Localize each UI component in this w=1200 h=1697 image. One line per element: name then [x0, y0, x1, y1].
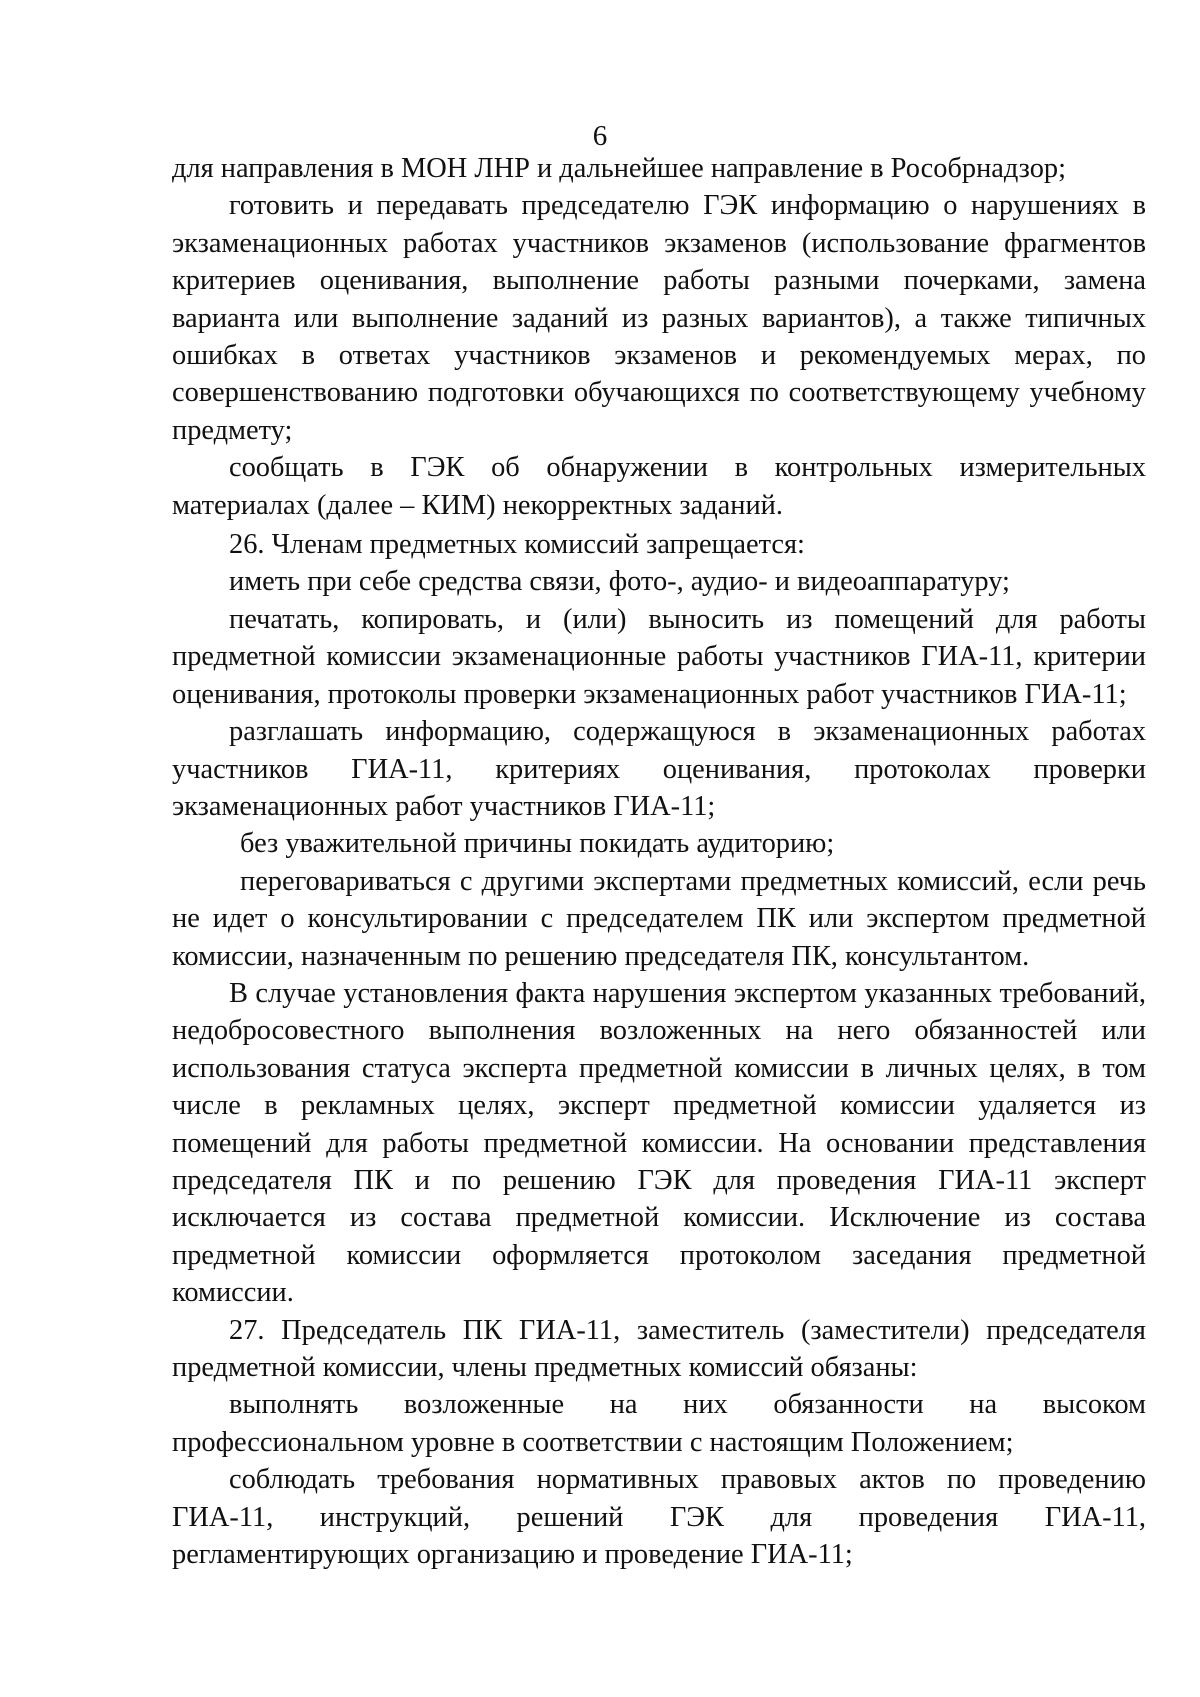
paragraph-section-27-heading: 27. Председатель ПК ГИА-11, заместитель (заместители) председателя предметной комиссии, члены предметных комиссий обязаны: — [172, 1314, 1146, 1383]
paragraph-continuation: для направления в МОН ЛНР и дальнейшее направление в Рособрнадзор; — [172, 153, 1066, 184]
page-number: 6 — [592, 120, 608, 152]
paragraph-prohibit-leaving: без уважительной причины покидать аудиторию; — [240, 828, 835, 860]
document-body — [172, 150, 1146, 1573]
paragraph-prohibit-conversation: переговариваться с другими экспертами предметных комиссий, если речь не идет о консультировании с председателем ПК или экспертом предметной комиссии, назначенным по решению председателя ПК, консультантом. — [172, 865, 1146, 972]
paragraph-prohibit-disclosure: разглашать информацию, содержащуюся в экзаменационных работах участников ГИА-11, критериях оценивания, протоколах проверки экзаменационных работ участников ГИА-11; — [172, 716, 1146, 822]
paragraph-violation-consequences: В случае установления факта нарушения экспертом указанных требований, недобросовестного выполнения возложенных на него обязанностей или использования статуса эксперта предметной комиссии в личных целях, в том числе в рекламных целях, эксперт предметной комиссии удаляется из помещений для работы предметной комиссии. На основании представления председателя ПК и по решению ГЭК для проведения ГИА-11 эксперт исключается из состава предметной комиссии. Исключение из состава предметной комиссии оформляется протоколом заседания предметной комиссии. — [172, 977, 1146, 1309]
paragraph-report-violations: готовить и передавать председателю ГЭК информацию о нарушениях в экзаменационных работах участников экзаменов (использование фрагментов критериев оценивания, выполнение работы разными почерками, замена варианта или выполнение заданий из разных вариантов), а также типичных ошибках в ответах участников экзаменов и рекомендуемых мерах, по совершенствованию подготовки обучающихся по соответствующему учебному предмету; — [172, 190, 1146, 446]
paragraph-prohibit-devices: иметь при себе средства связи, фото-, аудио- и видеоаппаратуру; — [229, 566, 1010, 598]
paragraph-report-incorrect-tasks: сообщать в ГЭК об обнаружении в контрольных измерительных материалах (далее – КИМ) некорректных заданий. — [172, 452, 1146, 521]
paragraph-duty-perform: выполнять возложенные на них обязанности на высоком профессиональном уровне в соответствии с настоящим Положением; — [172, 1389, 1146, 1458]
paragraph-prohibit-copying: печатать, копировать, и (или) выносить из помещений для работы предметной комиссии экзаменационные работы участников ГИА-11, критерии оценивания, протоколы проверки экзаменационных работ участников ГИА-11; — [172, 603, 1146, 710]
paragraph-section-26-heading: 26. Членам предметных комиссий запрещается: — [229, 529, 805, 561]
paragraph-duty-comply: соблюдать требования нормативных правовых актов по проведению ГИА-11, инструкций, решений ГЭК для проведения ГИА-11, регламентирующих организацию и проведение ГИА-11; — [172, 1464, 1146, 1571]
